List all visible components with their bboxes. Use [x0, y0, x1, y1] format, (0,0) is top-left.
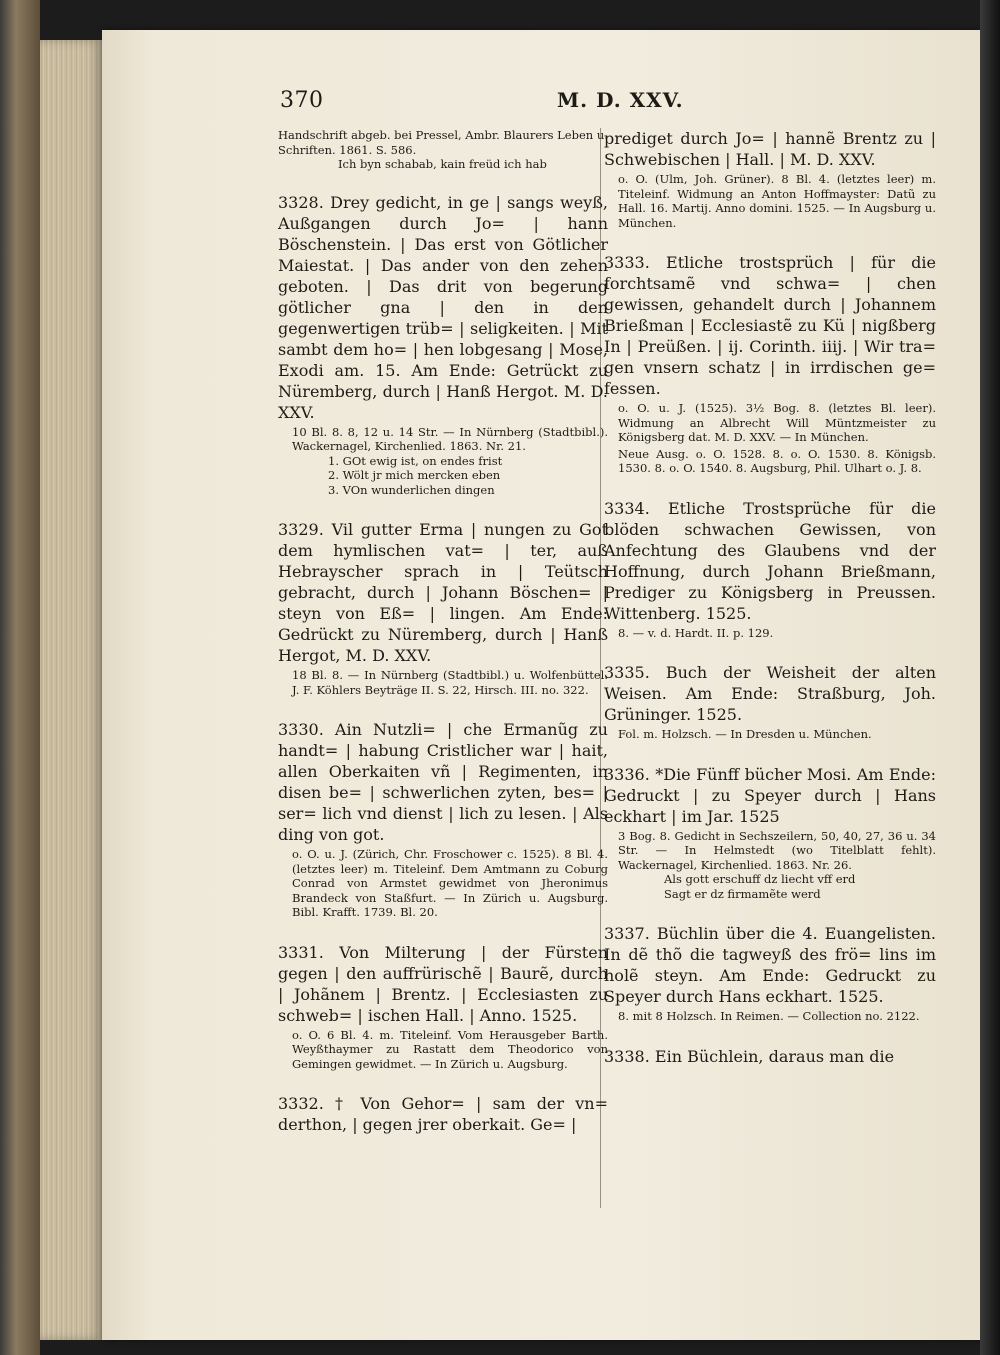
page-header: [280, 88, 920, 118]
continuation-verse: Ich byn schabab, kain freüd ich hab: [338, 157, 547, 171]
entry-title: [604, 764, 936, 827]
entry-title: [278, 519, 608, 666]
running-title: M. D. XXV.: [557, 88, 684, 112]
entry-title-text: Büchlin über die 4. Euangelisten. In dẽ thõ die tagweyß des frö= lins im holẽ steyn. Am Ende: Gedruckt zu Speyer durch Hans eckhart. 1525.: [604, 924, 936, 1006]
left-column: [278, 128, 608, 1157]
entry-note: Fol. m. Holzsch. — In Dresden u. München.: [618, 727, 872, 741]
page-number: 370: [280, 88, 324, 113]
entry-number: 3330.: [278, 720, 324, 739]
entry-note: 8. mit 8 Holzsch. In Reimen. — Collection no. 2122.: [618, 1009, 920, 1023]
entry-note: 3 Bog. 8. Gedicht in Sechszeilern, 50, 40, 27, 36 u. 34 Str. — In Helmstedt (wo Titelblatt fehlt). Wackernagel, Kirchenlied. 1863. Nr. 26.: [618, 828, 936, 872]
entry-note: o. O. u. J. (1525). 3½ Bog. 8. (letztes Bl. leer). Widmung an Albrecht Will Müntzmeister zu Königsberg dat. M. D. XXV. — In München.: [618, 401, 936, 444]
entry-note-secondary: Neue Ausg. o. O. 1528. 8. o. O. 1530. 8. Königsb. 1530. 8. o. O. 1540. 8. Augsburg, Phil. Ulhart o. J. 8.: [618, 446, 936, 475]
entry-title-text: Ein Büchlein, daraus man die: [654, 1046, 895, 1066]
entry-3335: [604, 662, 936, 742]
entry-title: [604, 662, 936, 725]
entry-title-text: Vil gutter Erma | nungen zu Got dem hymlischen vat= | ter, auß Hebrayscher sprach in | Teütsch gebracht, durch | Johann Böschen= | steyn von Eß= | lingen. Am Ende: Gedrückt zu Nüremberg, durch | Hanß Hergot, M. D. XXV.: [278, 520, 608, 665]
right-shadow: [980, 0, 1000, 1355]
entry-title-text: Buch der Weisheit der alten Weisen. Am Ende: Straßburg, Joh. Grüninger. 1525.: [604, 663, 936, 724]
entry-note: 8. — v. d. Hardt. II. p. 129.: [618, 625, 774, 640]
verse-line: Als gott erschuff dz liecht vff erd: [664, 872, 856, 886]
entry-3338: [604, 1046, 936, 1067]
continuation-note: Handschrift abgeb. bei Pressel, Ambr. Blaurers Leben u. Schriften. 1861. S. 586.: [278, 128, 608, 157]
entry-number: 3333.: [604, 253, 650, 272]
entry-3337: [604, 923, 936, 1024]
entry-title: [604, 923, 936, 1007]
entry-title-text: *Die Fünff bücher Mosi. Am Ende: Gedruckt | zu Speyer durch | Hans eckhart | im Jar. 1525: [604, 764, 936, 826]
entry-number: 3332.: [278, 1094, 324, 1113]
verse-line: 1. GOt ewig ist, on endes frist: [328, 453, 503, 468]
entry-title-text: Ain Nutzli= | che Ermanũg zu handt= | habung Cristlicher war | hait, allen Oberkaiten vñ | Regimenten, in disen be= | schwerlichen zyten, bes= | ser= lich vnd dienst | lich zu lesen. | Als ding von got.: [278, 720, 608, 844]
entry-title: [604, 498, 936, 624]
entry-number: 3334.: [604, 498, 650, 518]
right-column: [604, 128, 936, 1089]
entry-3331: [278, 942, 608, 1072]
entry-note: 18 Bl. 8. — In Nürnberg (Stadtbibl.) u. Wolfenbüttel. J. F. Köhlers Beyträge II. S. 22, Hirsch. III. no. 322.: [292, 668, 608, 697]
entry-3336: [604, 764, 936, 902]
entry-title: [278, 719, 608, 845]
entry-3328: [278, 192, 608, 498]
entry-title: [278, 942, 608, 1026]
entry-number: 3335.: [604, 663, 650, 682]
entry-3329: [278, 519, 608, 697]
entry-continuation: [604, 128, 936, 230]
entry-note: o. O. u. J. (Zürich, Chr. Froschower c. 1525). 8 Bl. 4. (letztes leer) m. Titeleinf. Dem Amtmann zu Coburg Conrad von Armstet gewidmet von Jheronimus Brandeck von Staßfurt. — In Zürich u. Augsburg. Bibl. Krafft. 1739. Bl. 20.: [292, 847, 608, 919]
entry-number: 3338.: [604, 1046, 650, 1066]
entry-note: 10 Bl. 8. 8, 12 u. 14 Str. — In Nürnberg (Stadtbibl.). Wackernagel, Kirchenlied. 1863. Nr. 21.: [292, 424, 608, 453]
entry-note: o. O. (Ulm, Joh. Grüner). 8 Bl. 4. (letztes leer) m. Titeleinf. Widmung an Anton Hoffmayster: Datũ zu Hall. 16. Martij. Anno domini. 1525. — In Augsburg u. München.: [618, 172, 936, 230]
verse-line: Sagt er dz firmamẽte werd: [664, 886, 821, 901]
entry-title: [604, 252, 936, 399]
entry-title-text: Etliche Trostsprüche für die blöden schwachen Gewissen, von Anfechtung des Glaubens vnd der Hoffnung, durch Johann Brießmann, Prediger zu Königsberg in Preussen. Wittenberg. 1525.: [604, 498, 936, 623]
entry-title: [278, 192, 608, 423]
entry-number: 3336.: [604, 764, 650, 784]
entry-title-text: Etliche trostsprüch | für die forchtsamẽ vnd schwa= | chen gewissen, gehandelt durch | Johannem Brießman | Ecclesiastẽ zu Kü | nigßberg In | Preüßen. | ij. Corinth. iiij. | Wir tra= gen vnsern schatz | in irrdischen ge= fessen.: [604, 253, 936, 398]
entry-number: 3329.: [278, 520, 324, 539]
entry-3334: [604, 498, 936, 641]
entry-note: o. O. 6 Bl. 4. m. Titeleinf. Vom Herausgeber Barth. Weyßthaymer zu Rastatt dem Theodorico von Gemingen gewidmet. — In Zürich u. Augsburg.: [292, 1027, 608, 1071]
entry-title-text: prediget durch Jo= | hannẽ Brentz zu | Schwebischen | Hall. | M. D. XXV.: [604, 129, 936, 169]
page-edges: [40, 40, 102, 1340]
entry-title-text: Drey gedicht, in ge | sangs weyß, Außgangen durch Jo= | hann Böschenstein. | Das erst von Götlicher Maiestat. | Das ander von den zehen geboten. | Das drit von begerung götlicher gna | den in den gegenwertigen trüb= | seligkeiten. | Mit sambt dem ho= | hen lobgesang | Mose, Exodi am. 15. Am Ende: Getrückt zu Nüremberg, durch | Hanß Hergot. M. D. XXV.: [278, 192, 609, 422]
entry-number: 3337.: [604, 924, 650, 943]
entry-3332: [278, 1093, 608, 1135]
entry-title-text: Von Milterung | der Fürsten gegen | den auffrürischẽ | Baurẽ, durch | Johãnem | Brentz. | Ecclesiasten zu schweb= | ischen Hall. | Anno. 1525.: [278, 942, 608, 1025]
verse-line: 2. Wölt jr mich mercken eben: [328, 468, 501, 482]
entry-3333: [604, 252, 936, 476]
entry-number: 3328.: [278, 192, 324, 212]
book-spine: [0, 0, 40, 1355]
entry-number: 3331.: [278, 942, 324, 962]
entry-title: [278, 1093, 608, 1135]
entry-title-text: † Von Gehor= | sam der vn= derthon, | gegen jrer oberkait. Ge= |: [278, 1094, 608, 1134]
entry-title: [604, 1046, 936, 1067]
entry-3330: [278, 719, 608, 920]
verse-line: 3. VOn wunderlichen dingen: [328, 482, 495, 497]
